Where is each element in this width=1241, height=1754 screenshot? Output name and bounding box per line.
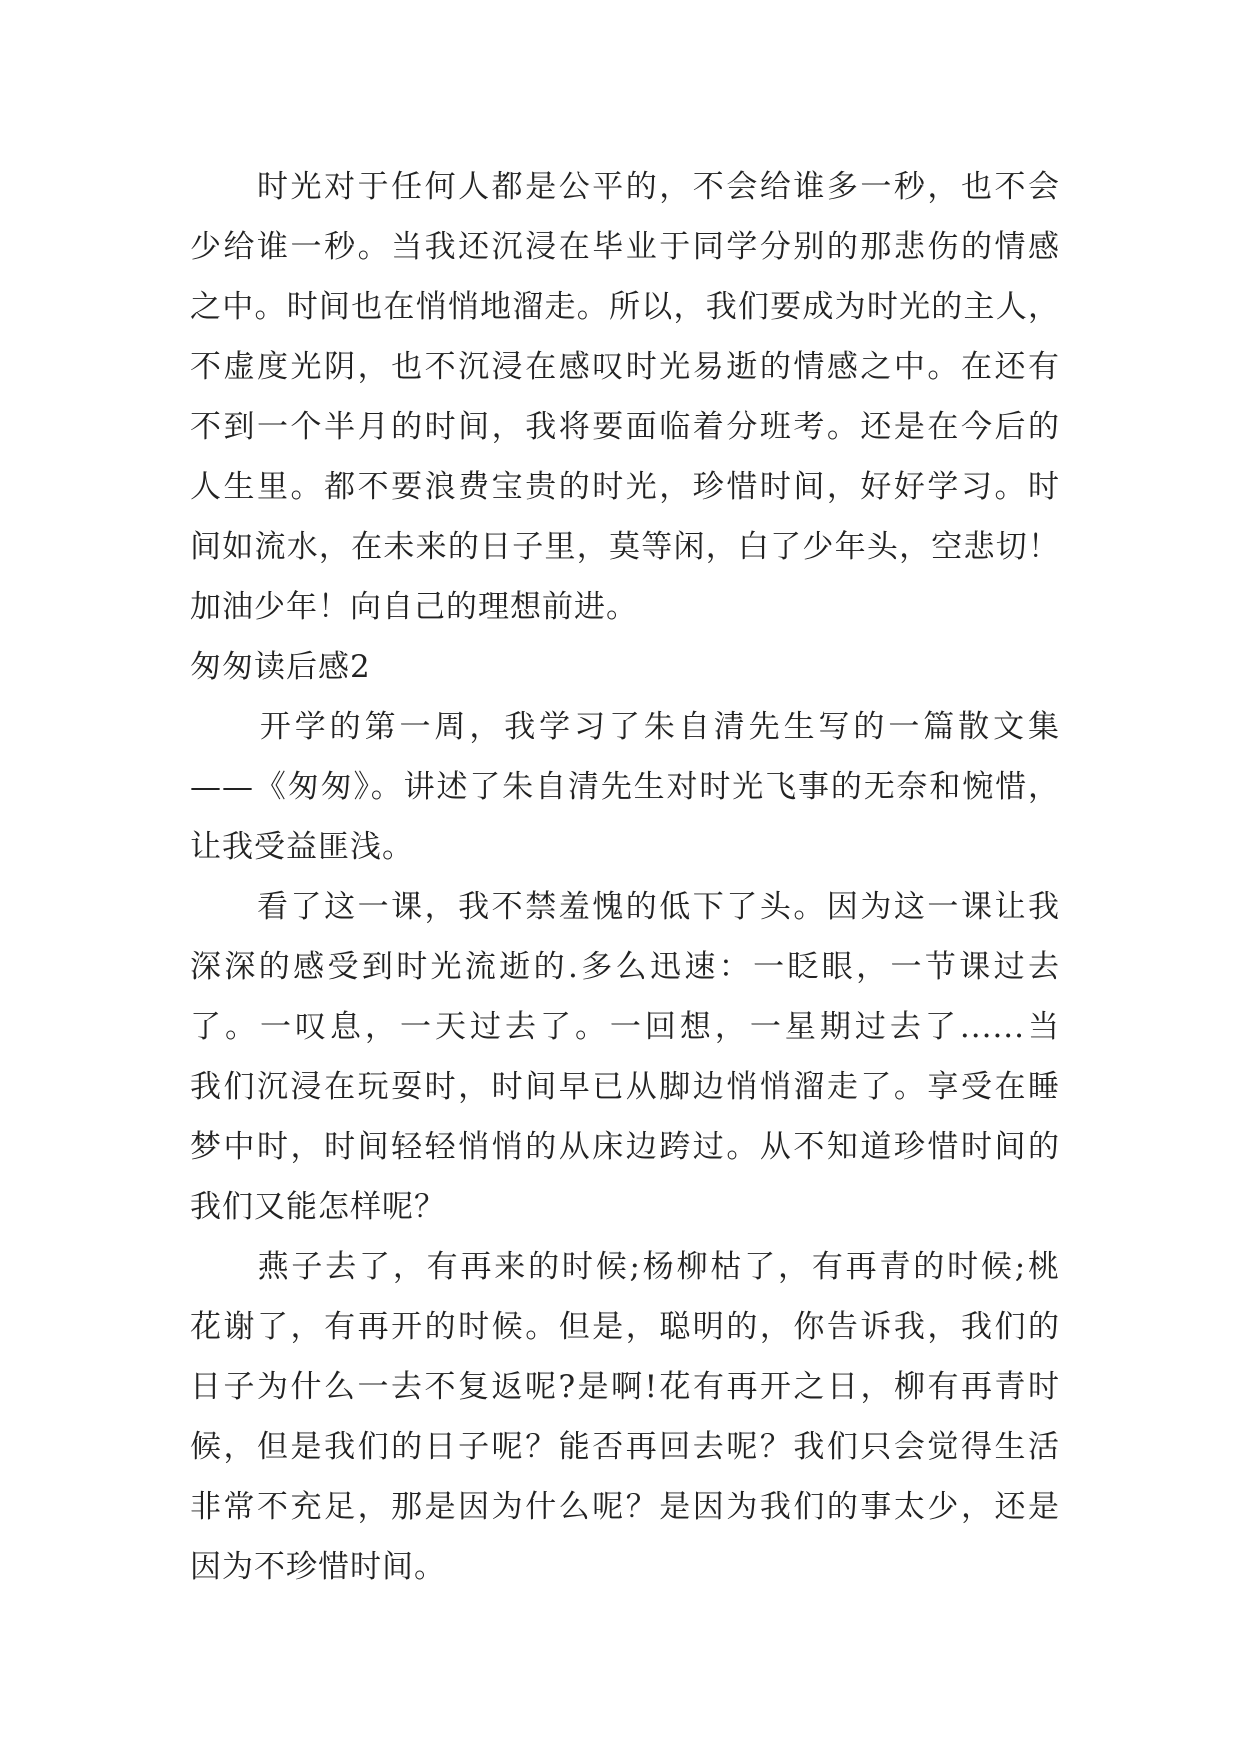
text-line: 不到一个半月的时间，我将要面临着分班考。还是在今后的: [190, 409, 1060, 445]
paragraph-4: [190, 1237, 1060, 1597]
text-line: 少给谁一秒。当我还沉浸在毕业于同学分别的那悲伤的情感: [190, 229, 1060, 265]
text-line: 燕子去了，有再来的时候;杨柳枯了，有再青的时候;桃: [190, 1249, 1060, 1285]
text-line: 了。一叹息，一天过去了。一回想，一星期过去了......当: [190, 1009, 1060, 1045]
paragraph-3: [190, 877, 1060, 1237]
text-line: 梦中时，时间轻轻悄悄的从床边跨过。从不知道珍惜时间的: [190, 1129, 1060, 1165]
section-heading: 匆匆读后感2: [190, 649, 371, 685]
text-line: 我们沉浸在玩耍时，时间早已从脚边悄悄溜走了。享受在睡: [190, 1069, 1060, 1105]
document-body: [190, 157, 1060, 1597]
text-line: 不虚度光阴，也不沉浸在感叹时光易逝的情感之中。在还有: [190, 349, 1060, 385]
text-line: 间如流水，在未来的日子里，莫等闲，白了少年头，空悲切！: [190, 529, 1060, 565]
text-line: ——《匆匆》。讲述了朱自清先生对时光飞事的无奈和惋惜，: [190, 769, 1060, 805]
text-line: 非常不充足，那是因为什么呢？是因为我们的事太少，还是: [190, 1489, 1060, 1525]
text-line: 之中。时间也在悄悄地溜走。所以，我们要成为时光的主人，: [190, 289, 1060, 325]
text-line: 时光对于任何人都是公平的，不会给谁多一秒，也不会: [190, 169, 1060, 205]
text-line: 开学的第一周，我学习了朱自清先生写的一篇散文集: [190, 709, 1060, 745]
text-line: 日子为什么一去不复返呢?是啊!花有再开之日，柳有再青时: [190, 1369, 1060, 1405]
text-line: 深深的感受到时光流逝的.多么迅速：一眨眼，一节课过去: [190, 949, 1060, 985]
text-line: 因为不珍惜时间。: [190, 1549, 446, 1585]
text-line: 花谢了，有再开的时候。但是，聪明的，你告诉我，我们的: [190, 1309, 1060, 1345]
text-line: 人生里。都不要浪费宝贵的时光，珍惜时间，好好学习。时: [190, 469, 1060, 505]
text-line: 我们又能怎样呢？: [190, 1189, 446, 1225]
text-line: 看了这一课，我不禁羞愧的低下了头。因为这一课让我: [190, 889, 1060, 925]
text-line: 加油少年！向自己的理想前进。: [190, 589, 638, 625]
text-line: 候，但是我们的日子呢？能否再回去呢？我们只会觉得生活: [190, 1429, 1060, 1465]
paragraph-1: [190, 157, 1060, 637]
paragraph-2: [190, 697, 1060, 877]
text-line: 让我受益匪浅。: [190, 829, 414, 865]
